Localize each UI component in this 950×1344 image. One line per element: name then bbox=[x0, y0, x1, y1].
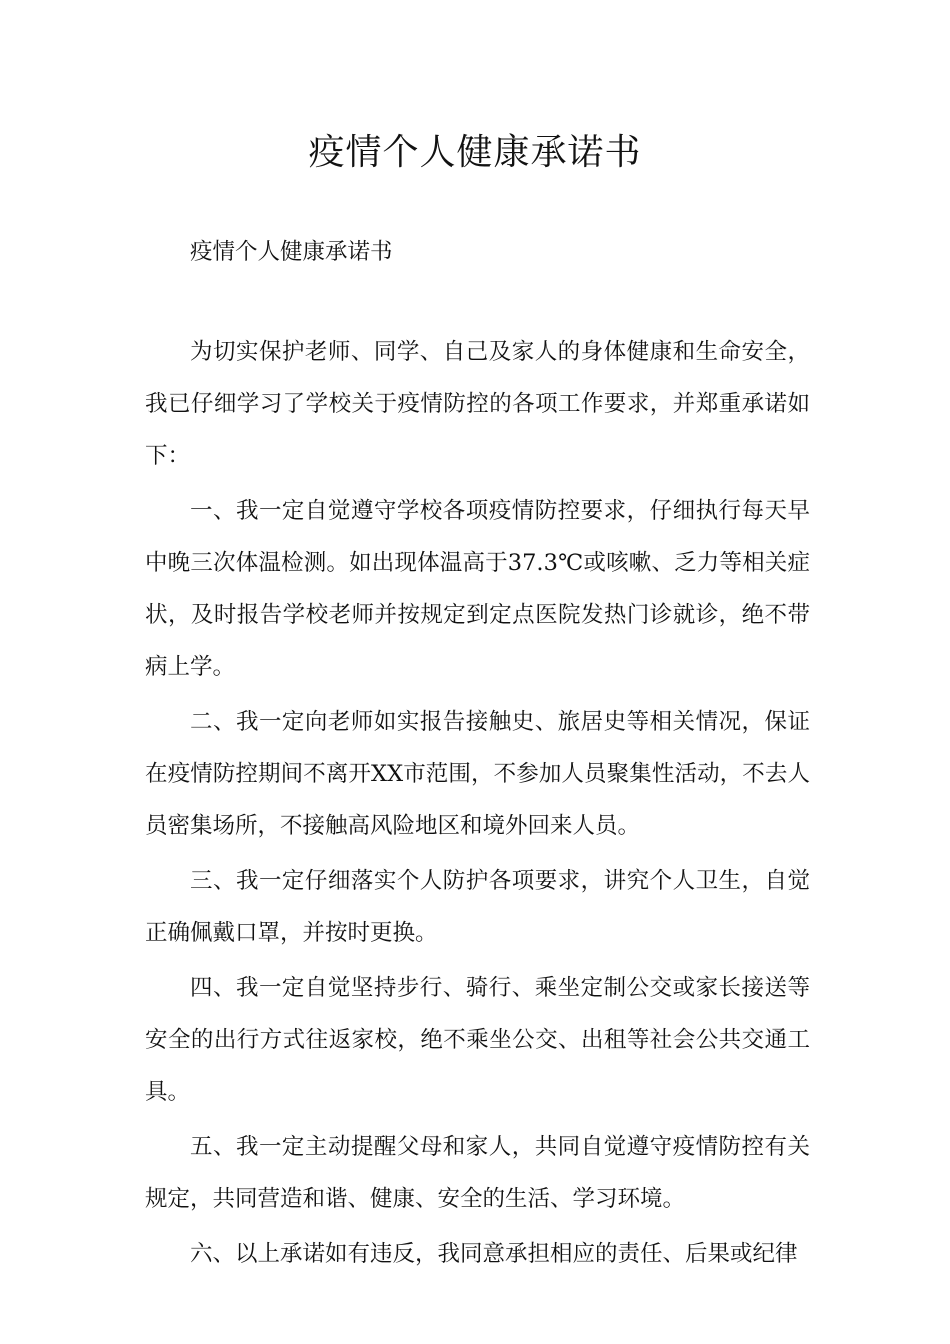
document-title: 疫情个人健康承诺书 bbox=[308, 132, 642, 173]
commitment-item-6: 六、以上承诺如有违反，我同意承担相应的责任、后果或纪律 bbox=[190, 1241, 798, 1267]
commitment-item-2: 二、我一定向老师如实报告接触史、旅居史等相关情况，保证在疫情防控期间不离开XX市范围，不参加人员聚集性活动，不去人员密集场所，不接触高风险地区和境外回来人员。 bbox=[145, 709, 810, 839]
document-subtitle: 疫情个人健康承诺书 bbox=[190, 239, 393, 265]
commitment-item-1: 一、我一定自觉遵守学校各项疫情防控要求，仔细执行每天早中晚三次体温检测。如出现体温高于37.3℃或咳嗽、乏力等相关症状，及时报告学校老师并按规定到定点医院发热门诊就诊，绝不带病上学。 bbox=[145, 498, 810, 680]
intro-paragraph: 为切实保护老师、同学、自己及家人的身体健康和生命安全，我已仔细学习了学校关于疫情防控的各项工作要求，并郑重承诺如下： bbox=[145, 339, 810, 469]
commitment-item-4: 四、我一定自觉坚持步行、骑行、乘坐定制公交或家长接送等安全的出行方式往返家校，绝不乘坐公交、出租等社会公共交通工具。 bbox=[145, 975, 810, 1105]
commitment-item-3: 三、我一定仔细落实个人防护各项要求，讲究个人卫生，自觉正确佩戴口罩，并按时更换。 bbox=[145, 868, 810, 946]
document-body bbox=[145, 326, 810, 1280]
commitment-item-5: 五、我一定主动提醒父母和家人，共同自觉遵守疫情防控有关规定，共同营造和谐、健康、安全的生活、学习环境。 bbox=[145, 1134, 810, 1212]
